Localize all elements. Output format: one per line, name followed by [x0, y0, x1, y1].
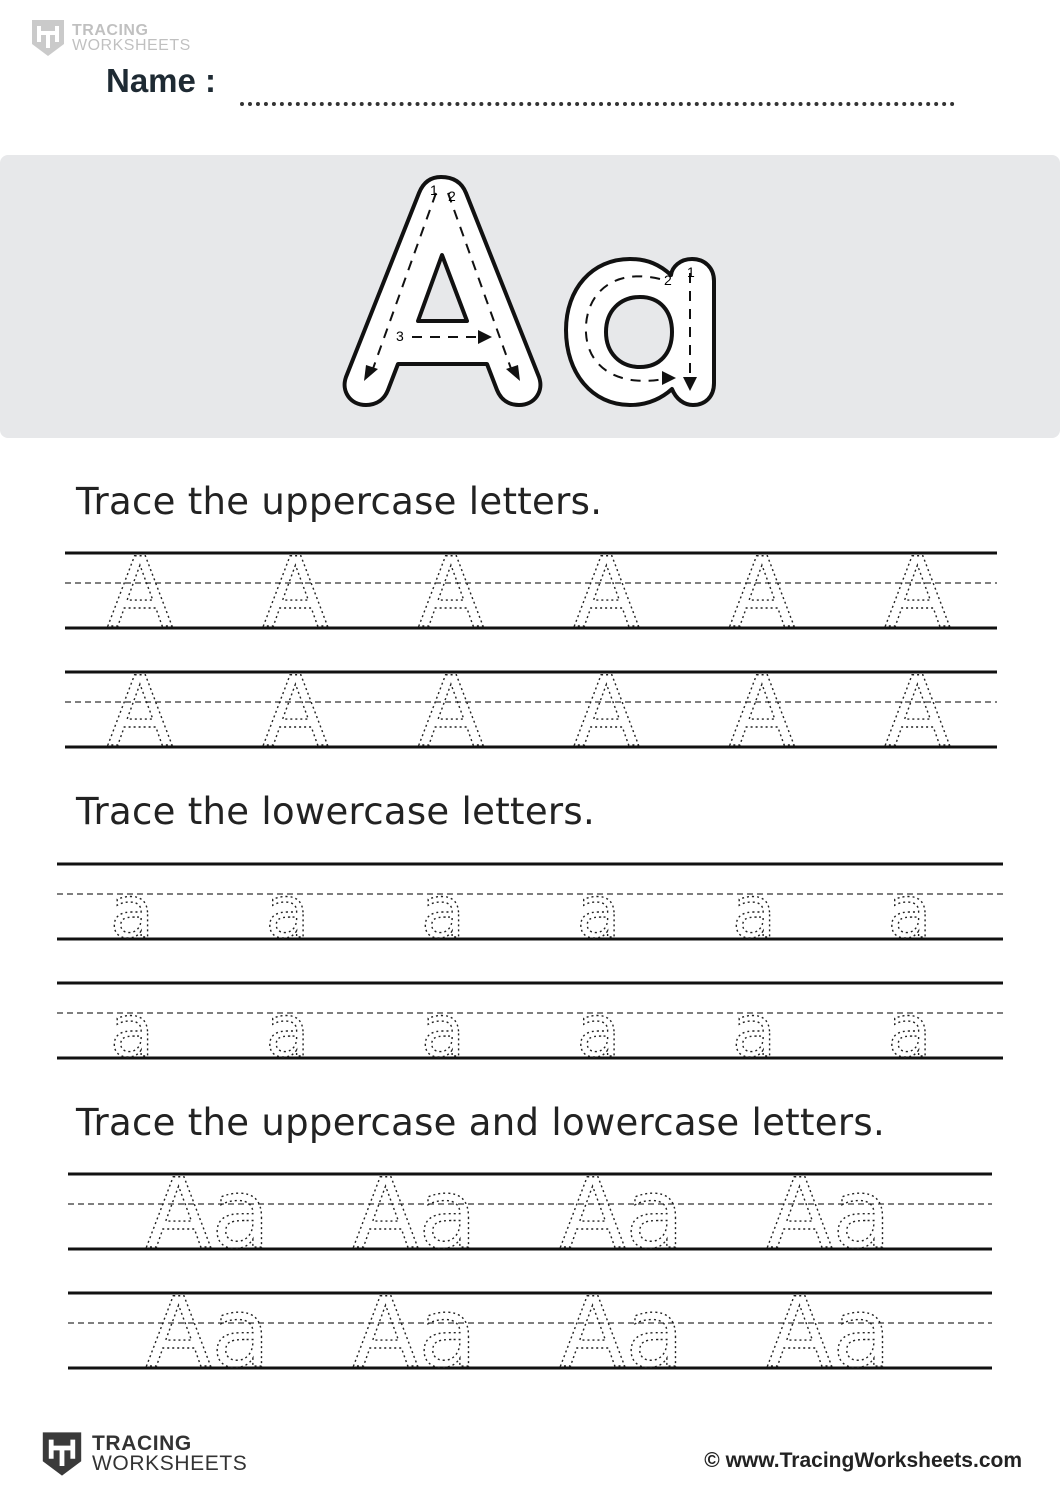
- trace-letter: A: [262, 537, 329, 649]
- trace-letter: a: [109, 870, 155, 954]
- name-label: Name :: [106, 62, 217, 99]
- trace-letter: Aa: [145, 1158, 271, 1270]
- trace-letter: A: [573, 656, 640, 768]
- trace-letter: Aa: [559, 1277, 685, 1389]
- trace-letter: A: [107, 656, 173, 768]
- trace-letter: a: [420, 989, 466, 1073]
- upper-stroke-number-3: 3: [396, 328, 404, 344]
- trace-letter: a: [420, 870, 466, 954]
- instruction-mixed: Trace the uppercase and lowercase letters.: [76, 1101, 886, 1144]
- upper-stroke-number-2: 2: [448, 188, 456, 204]
- trace-letter: a: [731, 870, 777, 954]
- brand-name-line1: TRACING: [72, 22, 149, 39]
- trace-letter: A: [884, 537, 951, 649]
- trace-letter: Aa: [145, 1277, 271, 1389]
- instruction-uppercase: Trace the uppercase letters.: [76, 480, 603, 523]
- trace-letter: A: [418, 537, 484, 649]
- trace-letter: a: [265, 989, 310, 1073]
- brand-name-line2: WORKSHEETS: [72, 37, 191, 54]
- trace-letter: a: [576, 989, 621, 1073]
- trace-letter: a: [576, 870, 621, 954]
- lower-stroke-number-2: 2: [664, 272, 672, 288]
- copyright-link[interactable]: © www.TracingWorksheets.com: [704, 1449, 1022, 1472]
- trace-letter: a: [731, 989, 777, 1073]
- trace-letter: Aa: [559, 1158, 685, 1270]
- trace-letter: A: [884, 656, 951, 768]
- footer-brand-line2: WORKSHEETS: [92, 1452, 248, 1475]
- trace-letter: A: [262, 656, 329, 768]
- trace-letter: A: [729, 656, 795, 768]
- trace-letter: Aa: [352, 1277, 478, 1389]
- trace-letter: A: [107, 537, 173, 649]
- footer-brand-line1: TRACING: [92, 1432, 192, 1455]
- instruction-lowercase: Trace the lowercase letters.: [76, 790, 596, 833]
- trace-letter: Aa: [766, 1277, 892, 1389]
- trace-letter: A: [729, 537, 795, 649]
- trace-letter: Aa: [352, 1158, 478, 1270]
- trace-letter: A: [573, 537, 640, 649]
- trace-letter: a: [109, 989, 155, 1073]
- trace-letter: a: [265, 870, 310, 954]
- trace-letter: a: [887, 989, 932, 1073]
- trace-letter: Aa: [766, 1158, 892, 1270]
- shield-logo-icon: [40, 1430, 84, 1478]
- lower-stroke-number-1: 1: [687, 264, 695, 280]
- trace-letter: a: [887, 870, 932, 954]
- footer-logo: [40, 1430, 247, 1478]
- upper-stroke-number-1: 1: [430, 182, 438, 198]
- trace-letter: A: [418, 656, 484, 768]
